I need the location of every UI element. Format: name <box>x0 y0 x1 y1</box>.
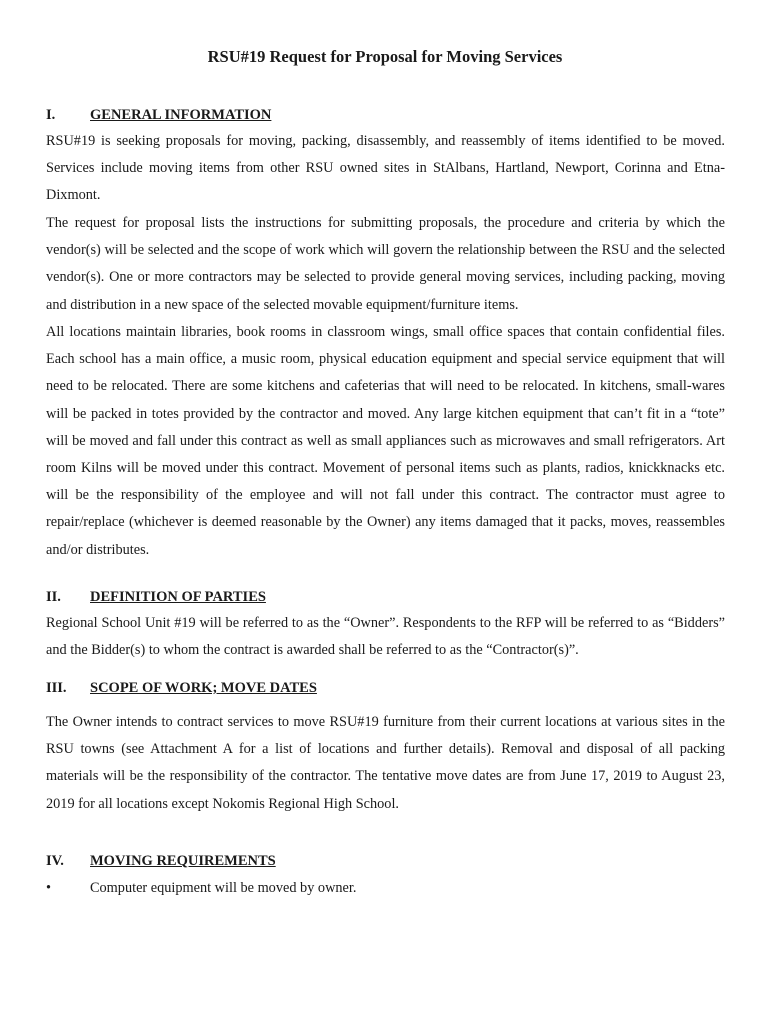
paragraph: All locations maintain libraries, book rooms in classroom wings, small office spaces that contain confidential files. Each school has a main office, a music room, physical education equipment and special service equipment that will need to be relocated. There are some kitchens and cafeterias that will need to be relocated. In kitchens, small-wares will be packed in totes provided by the contractor and moved. Any large kitchen equipment that can’t fit in a “tote” will be moved and fall under this contract as well as small appliances such as microwaves and small refrigerators. Art room Kilns will be moved under this contract. Movement of personal items such as plants, radios, knickknacks etc. will be the responsibility of the employee and will not fall under this contract. The contractor must agree to repair/replace (whichever is deemed reasonable by the Owner) any items damaged that it packs, moves, reassembles and/or distributes. <box>46 324 725 558</box>
list-item <box>46 878 356 898</box>
list-item-text: Computer equipment will be moved by owner. <box>90 880 357 896</box>
section-heading-definition-of-parties <box>46 588 266 606</box>
section-title: GENERAL INFORMATION <box>90 107 272 123</box>
section-heading-moving-requirements <box>46 852 276 870</box>
section-title: MOVING REQUIREMENTS <box>90 853 276 869</box>
section-heading-general-information <box>46 106 271 124</box>
section-number: I. <box>46 107 56 123</box>
section-title: DEFINITION OF PARTIES <box>90 589 266 605</box>
paragraph: The Owner intends to contract services to move RSU#19 furniture from their current locations at various sites in the RSU towns (see Attachment A for a list of locations and further details). Removal and disposal of all packing materials will be the responsibility of the contractor. The tentative move dates are from June 17, 2019 to August 23, 2019 for all locations except Nokomis Regional High School. <box>46 714 725 812</box>
section-number: IV. <box>46 853 64 869</box>
section-number: II. <box>46 589 61 605</box>
section-number: III. <box>46 680 67 696</box>
bullet-icon: • <box>46 880 52 896</box>
page-title: RSU#19 Request for Proposal for Moving Services <box>207 47 563 66</box>
paragraph: Regional School Unit #19 will be referred to as the “Owner”. Respondents to the RFP will be referred to as “Bidders” and the Bidder(s) to whom the contract is awarded shall be referred to as the “Contractor(s)”. <box>46 615 725 659</box>
section-title: SCOPE OF WORK; MOVE DATES <box>90 680 317 696</box>
paragraph: RSU#19 is seeking proposals for moving, packing, disassembly, and reassembly of items identified to be moved. Services include moving items from other RSU owned sites in StAlbans, Hartland, Newport, Corinna and Etna-Dixmont. <box>46 133 725 204</box>
section-heading-scope-of-work <box>46 679 317 697</box>
paragraph: The request for proposal lists the instructions for submitting proposals, the procedure and criteria by which the vendor(s) will be selected and the scope of work which will govern the relationship between the RSU and the selected vendor(s). One or more contractors may be selected to provide general moving services, including packing, moving and distribution in a new space of the selected movable equipment/furniture items. <box>46 215 725 313</box>
